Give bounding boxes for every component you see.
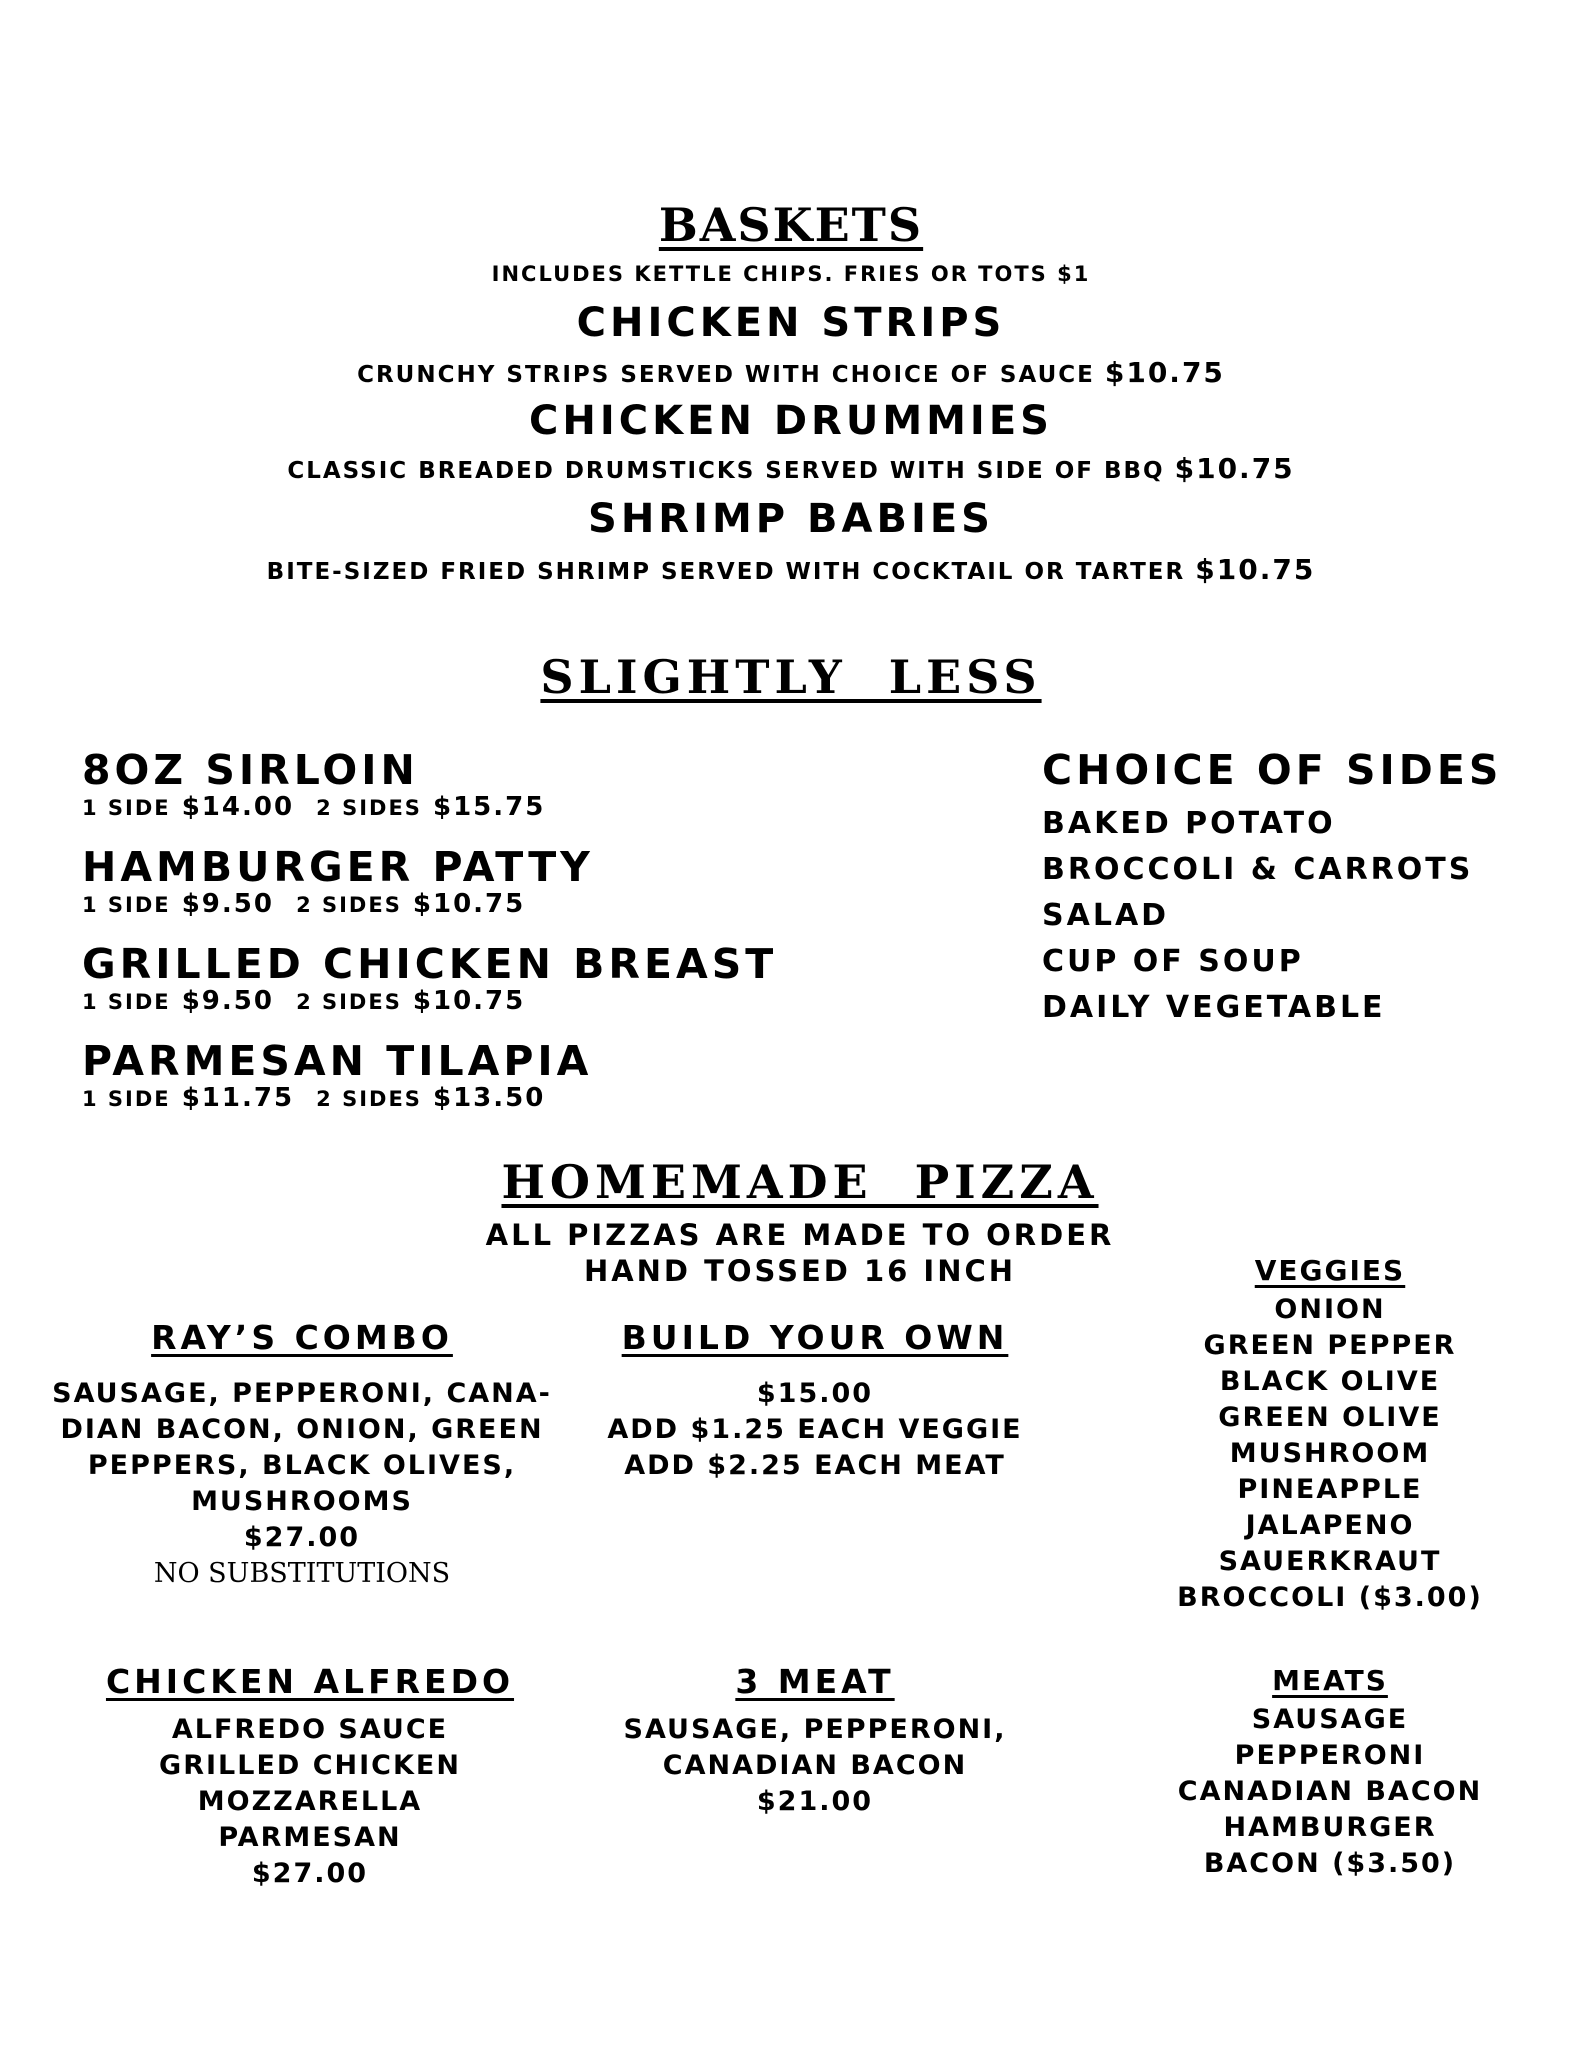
rays-combo-title: RAY’S COMBO — [151, 1318, 453, 1357]
build-your-own-price: $15.00 — [756, 1378, 874, 1409]
entree-side2-label: 2 SIDES — [296, 893, 402, 917]
build-your-own-line: ADD $1.25 EACH VEGGIE — [607, 1414, 1023, 1445]
entree-side2-label: 2 SIDES — [316, 796, 422, 820]
entree-name: PARMESAN TILAPIA — [82, 1037, 593, 1085]
entree-name: GRILLED CHICKEN BREAST — [82, 940, 778, 988]
rays-combo-line: DIAN BACON, ONION, GREEN — [60, 1414, 544, 1445]
veggies-list — [1120, 1254, 1540, 1616]
pizza-note-1: ALL PIZZAS ARE MADE TO ORDER — [485, 1218, 1115, 1252]
meat-item: BACON ($3.50) — [1203, 1848, 1457, 1879]
entree-side1-price: $14.00 — [181, 792, 295, 822]
veggies-title: VEGGIES — [1254, 1254, 1406, 1287]
veggie-item: BROCCOLI ($3.00) — [1177, 1582, 1483, 1613]
entree-prices — [82, 1083, 982, 1134]
chicken-alfredo-line: ALFREDO SAUCE — [171, 1714, 449, 1745]
build-your-own-line: ADD $2.25 EACH MEAT — [624, 1450, 1006, 1481]
basket-item-name: SHRIMP BABIES — [588, 496, 994, 542]
rays-combo-line: SAUSAGE, PEPPERONI, CANA- — [52, 1378, 552, 1409]
veggie-item: MUSHROOM — [1229, 1438, 1431, 1469]
meat-item: HAMBURGER — [1223, 1812, 1437, 1843]
pizza-title: HOMEMADE PIZZA — [501, 1155, 1099, 1209]
sides-title: CHOICE OF SIDES — [1042, 746, 1503, 794]
side-item: DAILY VEGETABLE — [1042, 990, 1386, 1025]
basket-item-desc — [0, 356, 1582, 389]
side-item: SALAD — [1042, 898, 1170, 933]
side-item: CUP OF SOUP — [1042, 944, 1304, 979]
rays-combo-line: MUSHROOMS — [191, 1486, 413, 1517]
meat-item: CANADIAN BACON — [1177, 1776, 1483, 1807]
veggie-item: GREEN OLIVE — [1218, 1402, 1442, 1433]
basket-item-price: $10.75 — [1195, 553, 1316, 586]
entree-side1-price: $9.50 — [181, 986, 274, 1016]
veggie-item: BLACK OLIVE — [1219, 1366, 1441, 1397]
entree-side1-price: $9.50 — [181, 889, 274, 919]
entree-prices — [82, 889, 982, 940]
entree-side1-label: 1 SIDE — [82, 1087, 171, 1111]
baskets-subtitle: INCLUDES KETTLE CHIPS. FRIES OR TOTS $1 — [491, 262, 1091, 286]
veggie-item: SAUERKRAUT — [1218, 1546, 1442, 1577]
entree-side1-label: 1 SIDE — [82, 796, 171, 820]
entree-list — [82, 746, 982, 1134]
meat-item: SAUSAGE — [1251, 1704, 1409, 1735]
three-meat-line: SAUSAGE, PEPPERONI, — [623, 1714, 1007, 1745]
three-meat-title: 3 MEAT — [735, 1662, 895, 1701]
rays-combo-price: $27.00 — [243, 1522, 361, 1553]
basket-item-desc — [0, 553, 1582, 586]
entree-prices — [82, 792, 982, 843]
chicken-alfredo-line: GRILLED CHICKEN — [159, 1750, 461, 1781]
veggie-item: PINEAPPLE — [1237, 1474, 1423, 1505]
side-item: BAKED POTATO — [1042, 806, 1336, 841]
chicken-alfredo-line: PARMESAN — [218, 1822, 402, 1853]
entree-side1-label: 1 SIDE — [82, 990, 171, 1014]
entree-name: HAMBURGER PATTY — [82, 843, 594, 891]
rays-combo — [22, 1318, 582, 1592]
entree-side1-label: 1 SIDE — [82, 893, 171, 917]
veggie-item: ONION — [1274, 1294, 1386, 1325]
basket-item-desc-text: BITE-SIZED FRIED SHRIMP SERVED WITH COCKTAIL OR TARTER — [266, 559, 1186, 585]
rays-combo-line: PEPPERS, BLACK OLIVES, — [87, 1450, 517, 1481]
entree-side2-label: 2 SIDES — [316, 1087, 422, 1111]
basket-item-desc — [0, 452, 1582, 485]
entree-side2-label: 2 SIDES — [296, 990, 402, 1014]
basket-item-name: CHICKEN STRIPS — [576, 300, 1006, 346]
slightly-less-title: SLIGHTLY LESS — [540, 650, 1042, 704]
veggie-item: GREEN PEPPER — [1203, 1330, 1457, 1361]
chicken-alfredo-line: MOZZARELLA — [197, 1786, 423, 1817]
basket-item-name: CHICKEN DRUMMIES — [529, 398, 1053, 444]
chicken-alfredo-title: CHICKEN ALFREDO — [105, 1662, 515, 1701]
chicken-alfredo-price: $27.00 — [251, 1858, 369, 1889]
veggie-item: JALAPENO — [1245, 1510, 1415, 1541]
three-meat — [580, 1662, 1050, 1820]
basket-item-desc-text: CRUNCHY STRIPS SERVED WITH CHOICE OF SAUCE — [357, 362, 1095, 388]
entree-side2-price: $13.50 — [432, 1083, 546, 1113]
sides-list — [1042, 746, 1562, 1036]
meat-item: PEPPERONI — [1234, 1740, 1426, 1771]
side-item: BROCCOLI & CARROTS — [1042, 852, 1474, 887]
three-meat-price: $21.00 — [756, 1786, 874, 1817]
chicken-alfredo — [60, 1662, 560, 1892]
build-your-own — [580, 1318, 1050, 1484]
basket-item-price: $10.75 — [1174, 452, 1295, 485]
baskets-title: BASKETS — [658, 198, 924, 252]
entree-prices — [82, 986, 982, 1037]
meats-title: MEATS — [1272, 1664, 1388, 1697]
meats-list — [1120, 1664, 1540, 1882]
rays-combo-note: NO SUBSTITUTIONS — [153, 1558, 451, 1589]
basket-item-price: $10.75 — [1104, 356, 1225, 389]
entree-name: 8OZ SIRLOIN — [82, 746, 419, 794]
entree-side2-price: $10.75 — [412, 889, 526, 919]
three-meat-line: CANADIAN BACON — [662, 1750, 968, 1781]
entree-side2-price: $15.75 — [432, 792, 546, 822]
basket-item-desc-text: CLASSIC BREADED DRUMSTICKS SERVED WITH SIDE OF BBQ — [287, 458, 1165, 484]
pizza-note-2: HAND TOSSED 16 INCH — [583, 1254, 1017, 1288]
build-your-own-title: BUILD YOUR OWN — [621, 1318, 1009, 1357]
entree-side2-price: $10.75 — [412, 986, 526, 1016]
entree-side1-price: $11.75 — [181, 1083, 295, 1113]
